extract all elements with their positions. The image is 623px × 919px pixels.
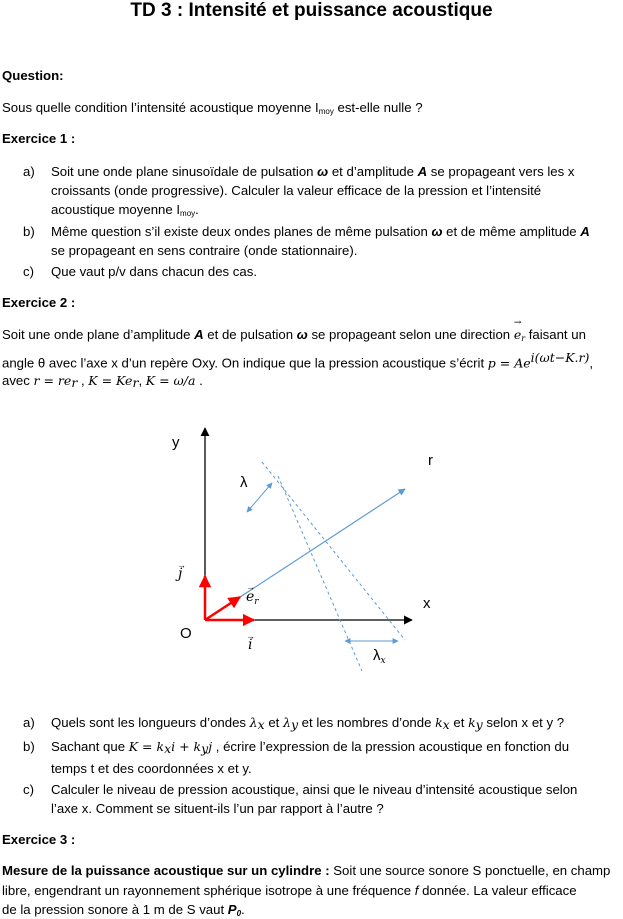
label-y: y bbox=[172, 434, 180, 451]
svg-text:j: j bbox=[178, 566, 183, 582]
ex3-paragraph-line1: Mesure de la puissance acoustique sur un cylindre : Soit une source sonore S ponctuelle, en champ bbox=[2, 863, 611, 878]
ex1-item-b-label: b) bbox=[23, 224, 35, 239]
ex1-item-c-line1: Que vaut p/v dans chacun des cas. bbox=[51, 264, 257, 279]
ex1-item-a-line2: croissants (onde progressive). Calculer la valeur efficace de la pression et l’intensité bbox=[51, 183, 542, 198]
label-r: r bbox=[428, 452, 433, 469]
label-lambda: λ bbox=[240, 474, 248, 491]
ex2-paragraph-line2: angle θ avec l’axe x d’un repère Oxy. On indique que la pression acoustique s’écrit $p = Ae^{i(\omega t-K.r)}$, bbox=[2, 350, 594, 371]
ex1-item-b-line1: Même question s’il existe deux ondes planes de même pulsation ω et de même amplitude A bbox=[51, 224, 590, 239]
svg-text:→: → bbox=[177, 560, 186, 570]
svg-text:→: → bbox=[246, 631, 255, 641]
svg-text:er: $e_r$ bbox=[246, 589, 259, 607]
ex1-item-a-line3: acoustique moyenne $I_{moy}$. bbox=[51, 202, 199, 218]
exercise-3-heading: Exercice 3 : bbox=[2, 832, 76, 847]
label-i bbox=[246, 631, 255, 653]
ex2-item-c-line2: l’axe x. Comment se situent-ils l’un par rapport à l’autre ? bbox=[51, 801, 384, 816]
ex2-item-b-line1: Sachant que $K = k_xi + k_yj$ , écrire l’expression de la pression acoustique en fonction du bbox=[51, 739, 570, 756]
ex2-paragraph-line1: Soit une onde plane d’amplitude A et de pulsation ω se propageant selon une direction → $e_r$ faisant un bbox=[2, 318, 586, 343]
ex2-item-b-line2: temps t et des coordonnées x et y. bbox=[51, 761, 252, 776]
ex1-item-a-label: a) bbox=[23, 164, 35, 179]
svg-text:i: i bbox=[248, 637, 253, 653]
wavefront-2 bbox=[278, 476, 362, 671]
lambda-arrow bbox=[247, 483, 272, 512]
ex2-item-c-label: c) bbox=[23, 782, 34, 797]
label-x: x bbox=[423, 595, 431, 612]
question-heading: Question: bbox=[2, 68, 64, 83]
ex3-paragraph-line3: de la pression sonore à 1 m de S vaut $P_0$. bbox=[2, 902, 245, 918]
ex1-item-c-label: c) bbox=[23, 264, 34, 279]
unit-vector-er bbox=[205, 597, 240, 620]
ex2-item-a-label: a) bbox=[23, 715, 35, 730]
exercise-1-heading: Exercice 1 : bbox=[2, 131, 76, 146]
ex1-item-a-line1: Soit une onde plane sinusoïdale de pulsation ω et d’amplitude A se propageant vers les x bbox=[51, 164, 575, 179]
exercise-2-heading: Exercice 2 : bbox=[2, 295, 76, 310]
ex2-item-c-line1: Calculer le niveau de pression acoustique, ainsi que le niveau d’intensité acoustique selon bbox=[51, 782, 578, 797]
svg-text:→: → bbox=[246, 582, 255, 592]
label-origin: O bbox=[180, 625, 192, 642]
ex1-item-b-line2: se propageant en sens contraire (onde stationnaire). bbox=[51, 243, 358, 258]
ex2-item-a-line1: Quels sont les longueurs d’ondes $\lambda_x$ et $\lambda_y$ et les nombres d’onde $k_x$ et $k_y$ selon x et y ? bbox=[51, 715, 565, 732]
question-text: Sous quelle condition l’intensité acoustique moyenne $I_{moy}$ est-elle nulle ? bbox=[2, 100, 423, 116]
page-title: TD 3 : Intensité et puissance acoustique bbox=[130, 0, 493, 21]
label-j bbox=[175, 560, 186, 582]
label-lambda-x: $\lambda_x$ bbox=[373, 647, 386, 666]
ex2-paragraph-line3: avec $r = re_r$ , $K = Ke_r$, K = ω/a . bbox=[2, 373, 203, 390]
ex3-paragraph-line2: libre, engendrant un rayonnement sphérique isotrope à une fréquence f donnée. La valeur efficace bbox=[2, 883, 577, 898]
ex2-item-b-label: b) bbox=[23, 739, 35, 754]
